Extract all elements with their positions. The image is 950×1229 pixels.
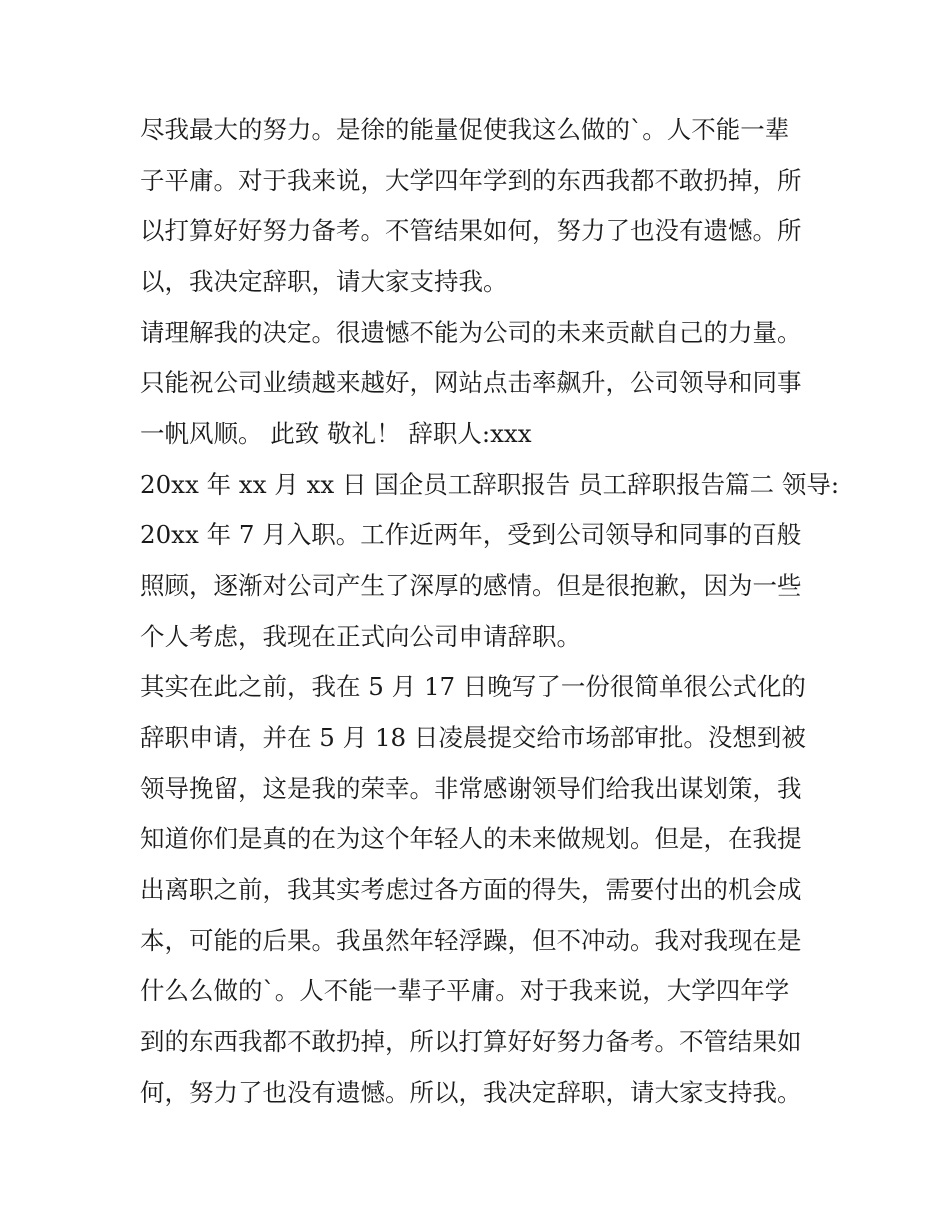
text-line: 个人考虑，我现在正式向公司申请辞职。 xyxy=(140,622,581,651)
text-line: 20xx 年 xx 月 xx 日 国企员工辞职报告 员工辞职报告篇二 领导: xyxy=(140,470,840,499)
text-line: 子平庸。对于我来说，大学四年学到的东西我都不敢扔掉，所 xyxy=(140,166,802,195)
text-line: 到的东西我都不敢扔掉，所以打算好好努力备考。不管结果如 xyxy=(140,1027,802,1056)
text-line: 一帆风顺。 此致 敬礼！ 辞职人:xxx xyxy=(140,419,532,448)
text-line: 什么么做的`。人不能一辈子平庸。对于我来说，大学四年学 xyxy=(140,976,790,1005)
text-line: 以打算好好努力备考。不管结果如何，努力了也没有遗憾。所 xyxy=(140,216,802,245)
text-line: 20xx 年 7 月入职。工作近两年，受到公司领导和同事的百般 xyxy=(140,520,802,549)
text-line: 其实在此之前，我在 5 月 17 日晚写了一份很简单很公式化的 xyxy=(140,672,806,701)
text-line: 出离职之前，我其实考虑过各方面的得失，需要付出的机会成 xyxy=(140,875,802,904)
text-line: 辞职申请，并在 5 月 18 日凌晨提交给市场部审批。没想到被 xyxy=(140,723,806,752)
text-line: 知道你们是真的在为这个年轻人的未来做规划。但是，在我提 xyxy=(140,824,802,853)
text-line: 尽我最大的努力。是徐的能量促使我这么做的`。人不能一辈 xyxy=(140,115,790,144)
text-line: 以，我决定辞职，请大家支持我。 xyxy=(140,267,508,296)
text-line: 何，努力了也没有遗憾。所以，我决定辞职，请大家支持我。 xyxy=(140,1078,802,1107)
text-line: 只能祝公司业绩越来越好，网站点击率飙升，公司领导和同事 xyxy=(140,368,802,397)
text-line: 领导挽留，这是我的荣幸。非常感谢领导们给我出谋划策，我 xyxy=(140,774,802,803)
text-line: 请理解我的决定。很遗憾不能为公司的未来贡献自己的力量。 xyxy=(140,318,802,347)
text-line: 照顾，逐渐对公司产生了深厚的感情。但是很抱歉，因为一些 xyxy=(140,571,802,600)
text-line: 本，可能的后果。我虽然年轻浮躁，但不冲动。我对我现在是 xyxy=(140,926,802,955)
